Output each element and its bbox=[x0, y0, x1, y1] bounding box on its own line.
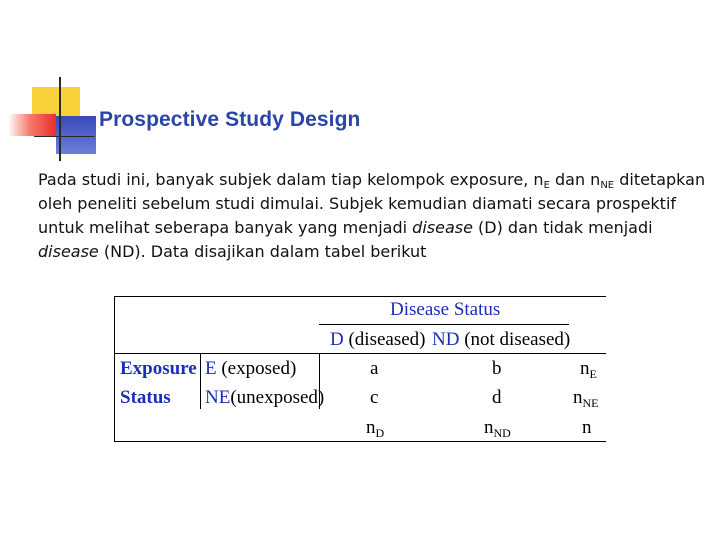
table-bottom-border bbox=[114, 441, 606, 442]
slide-decoration bbox=[0, 70, 100, 165]
table-top-border bbox=[114, 296, 606, 297]
row-total-exposed: $n_E$ bbox=[580, 358, 597, 381]
cell-b: b bbox=[492, 358, 502, 379]
grand-total: n bbox=[582, 417, 592, 438]
label-column-divider bbox=[200, 353, 201, 409]
deco-horizontal-line bbox=[34, 136, 94, 137]
contingency-table bbox=[114, 296, 606, 442]
exposure-label: Exposure bbox=[120, 358, 197, 379]
deco-red-bar bbox=[8, 114, 56, 136]
deco-blue-square bbox=[56, 116, 96, 154]
header-divider bbox=[114, 353, 606, 354]
slide-title: Prospective Study Design bbox=[99, 108, 361, 131]
unexposed-row-label: NE(unexposed) bbox=[205, 387, 325, 408]
disease-status-header: Disease Status bbox=[390, 299, 501, 320]
status-label: Status bbox=[120, 387, 171, 408]
diseased-column-header: D (diseased) bbox=[330, 329, 426, 350]
deco-vertical-line bbox=[59, 77, 61, 161]
row-total-unexposed: $n_{NE}$ bbox=[573, 387, 599, 410]
column-total-not-diseased: $n_{ND}$ bbox=[484, 417, 511, 440]
exposed-row-label: E (exposed) bbox=[205, 358, 297, 379]
not-diseased-column-header: ND (not diseased) bbox=[432, 329, 571, 350]
cell-d: d bbox=[492, 387, 502, 408]
body-paragraph: Pada studi ini, banyak subjek dalam tiap kelompok exposure, $n_E$ dan $n_{NE}$ ditetapkan oleh peneliti sebelum studi dimulai. Subjek kemudian diamati secara prospektif untuk melihat seberapa banyak yang menjadi disease (D) dan tidak menjadi disease (ND). Data disajikan dalam tabel berikut bbox=[38, 170, 706, 261]
disease-status-underline bbox=[319, 324, 569, 325]
cell-a: a bbox=[370, 358, 379, 379]
table-left-border bbox=[114, 296, 115, 442]
cell-c: c bbox=[370, 387, 379, 408]
column-total-diseased: $n_D$ bbox=[366, 417, 385, 440]
